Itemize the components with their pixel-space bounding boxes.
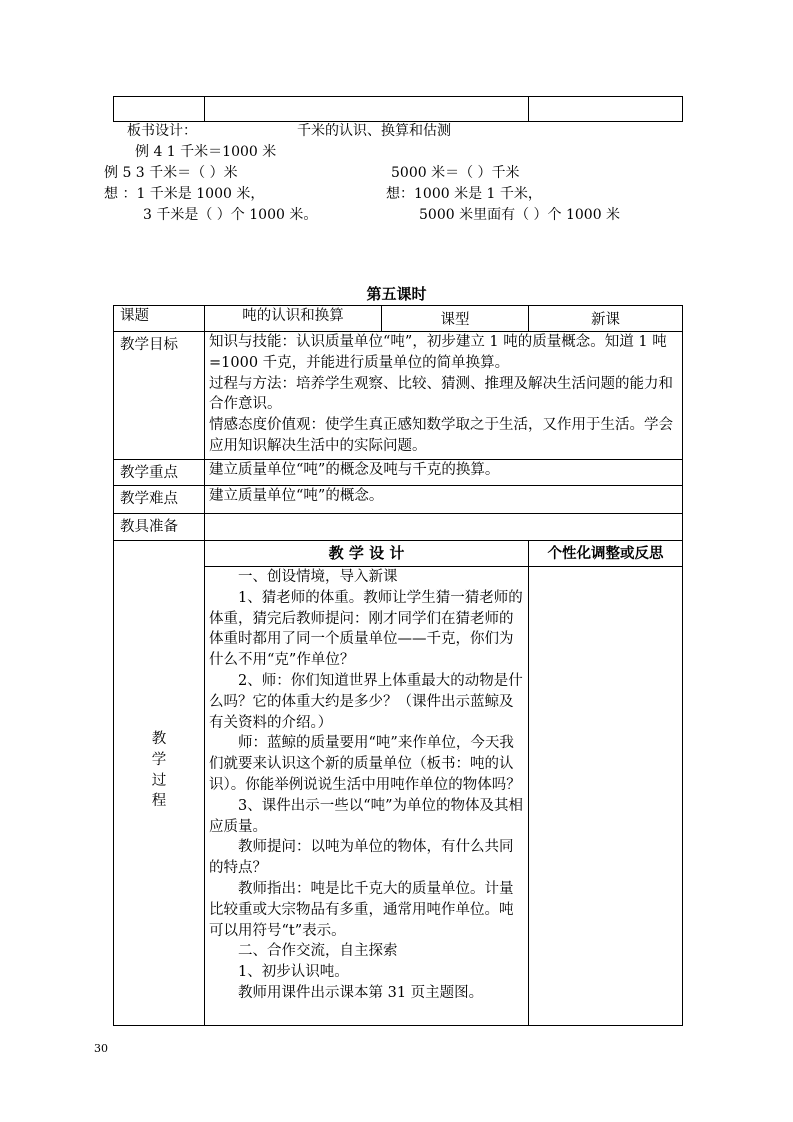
process-paragraph: 教师指出：吨是比千克大的质量单位。计量比较重或大宗物品有多重，通常用吨作单位。吨可以用符号“t”表示。	[209, 880, 514, 939]
top-table-cell-1	[114, 97, 205, 122]
lesson-plan-table	[113, 305, 683, 1026]
lesson-heading: 第五课时	[366, 285, 427, 303]
board-line-2-left: 例 5 3 千米＝（ ）米	[104, 165, 238, 181]
goals-cell	[205, 332, 683, 460]
board-line-4-right: 5000 米里面有（ ）个 1000 米	[419, 207, 621, 223]
reflect-cell	[529, 567, 683, 1026]
goals-label: 教学目标	[114, 332, 205, 460]
key-value: 建立质量单位“吨”的概念及吨与千克的换算。	[205, 460, 683, 486]
design-header: 教 学 设 计	[205, 541, 529, 567]
top-table	[113, 96, 683, 122]
tools-value	[205, 514, 683, 541]
board-title: 千米的认识、换算和估测	[297, 123, 451, 139]
topic-label: 课题	[114, 306, 205, 332]
process-paragraph: 2、师：你们知道世界上体重最大的动物是什么吗？它的体重大约是多少？（课件出示蓝鲸及有关资料的介绍。）	[209, 672, 523, 731]
process-paragraph: 1、猜老师的体重。教师让学生猜一猜老师的体重，猜完后教师提问：刚才同学们在猜老师的体重时都用了同一个质量单位——千克，你们为什么不用“克”作单位？	[209, 589, 523, 669]
process-char-3: 过	[151, 772, 167, 789]
goal-knowledge: 知识与技能：认识质量单位“吨”，初步建立 1 吨的质量概念。知道 1 吨=1000 千克，并能进行质量单位的简单换算。	[209, 334, 667, 371]
difficulty-label: 教学难点	[114, 486, 205, 514]
process-label	[114, 541, 205, 1026]
difficulty-value: 建立质量单位“吨”的概念。	[205, 486, 683, 514]
board-line-4-left: 3 千米是（ ）个 1000 米。	[143, 207, 318, 223]
top-table-cell-3	[529, 97, 683, 122]
board-line-1: 例 4 1 千米＝1000 米	[135, 144, 277, 160]
process-char-2: 学	[151, 751, 167, 768]
process-paragraph: 1、初步认识吨。	[238, 964, 349, 981]
key-label: 教学重点	[114, 460, 205, 486]
board-line-3-left: 想 ：1 千米是 1000 米，	[104, 186, 265, 202]
goal-attitude: 情感态度价值观：使学生真正感知数学取之于生活，又作用于生活。学会应用知识解决生活中的实际问题。	[209, 417, 673, 454]
process-char-4: 程	[151, 793, 167, 810]
process-content	[205, 567, 529, 1026]
process-paragraph: 3、课件出示一些以“吨”为单位的物体及其相应质量。	[209, 797, 524, 835]
process-paragraph: 教师提问：以吨为单位的物体，有什么共同的特点？	[209, 839, 514, 877]
process-paragraph: 师：蓝鲸的质量要用“吨”来作单位，今天我们就要来认识这个新的质量单位（板书：吨的认识）。你能举例说说生活中用吨作单位的物体吗？	[209, 735, 521, 793]
board-label: 板书设计：	[127, 123, 197, 139]
page-number: 30	[94, 1042, 108, 1055]
top-table-cell-2	[205, 97, 529, 122]
process-paragraph: 二、合作交流，自主探索	[238, 943, 398, 960]
board-line-3-right: 想：1000 米是 1 千米，	[386, 186, 542, 202]
reflect-header: 个性化调整或反思	[529, 541, 683, 567]
process-paragraph: 一、创设情境，导入新课	[238, 569, 398, 585]
type-value: 新课	[529, 306, 683, 332]
topic-value: 吨的认识和换算	[205, 306, 382, 332]
tools-label: 教具准备	[114, 514, 205, 541]
type-label: 课型	[382, 306, 529, 332]
process-char-1: 教	[151, 731, 167, 747]
board-line-2-right: 5000 米＝（ ）千米	[391, 165, 520, 181]
goal-process: 过程与方法：培养学生观察、比较、猜测、推理及解决生活问题的能力和合作意识。	[209, 375, 673, 413]
process-paragraph: 教师用课件出示课本第 31 页主题图。	[238, 984, 484, 1001]
